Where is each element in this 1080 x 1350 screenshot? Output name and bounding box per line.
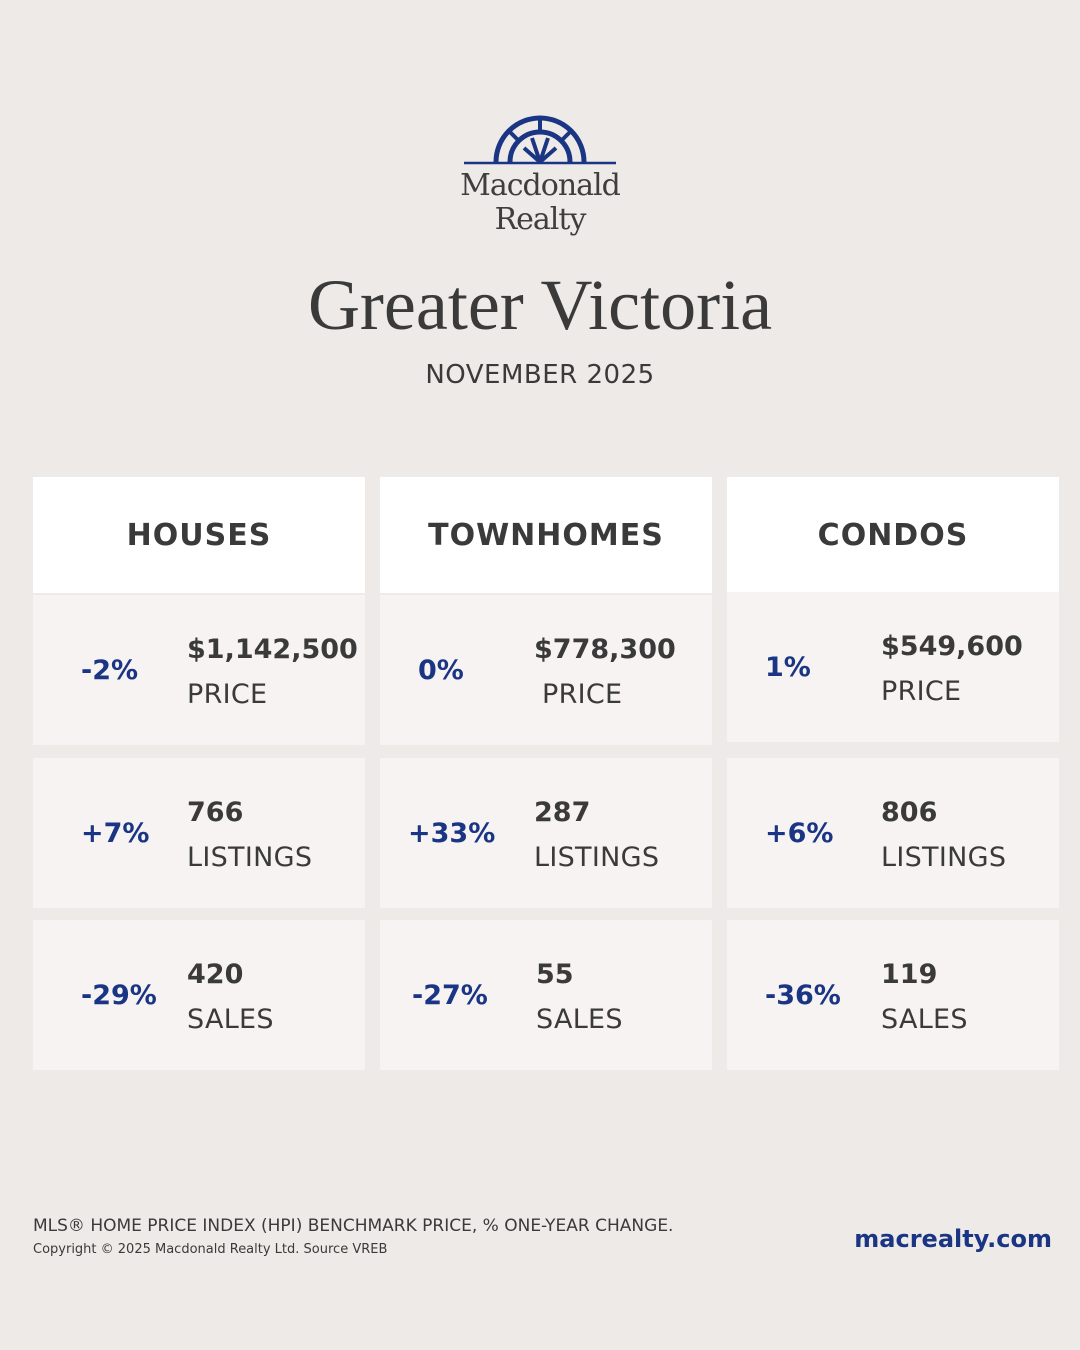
stat-card-price	[727, 592, 1059, 742]
stat-card-sales	[380, 920, 712, 1070]
percent-change: -29%	[81, 979, 157, 1011]
stat-card-listings	[33, 758, 365, 908]
stat-card-listings	[727, 758, 1059, 908]
stat-value: 287	[534, 797, 591, 828]
stat-value: 766	[187, 797, 244, 828]
stat-value: 55	[536, 959, 574, 990]
column-header: TOWNHOMES	[380, 477, 712, 593]
stat-card-listings	[380, 758, 712, 908]
copyright-text: Copyright © 2025 Macdonald Realty Ltd. Source VREB	[33, 1242, 388, 1257]
brand-logo	[440, 112, 640, 247]
sunburst-logo-icon	[440, 112, 640, 168]
stat-label: LISTINGS	[187, 842, 313, 873]
report-month: NOVEMBER 2025	[425, 360, 655, 390]
stat-label: PRICE	[881, 676, 962, 707]
stat-label: LISTINGS	[881, 842, 1007, 873]
stat-card-sales	[33, 920, 365, 1070]
stat-label: SALES	[536, 1004, 623, 1035]
stat-label: PRICE	[542, 679, 623, 710]
column-header: HOUSES	[33, 477, 365, 593]
page-title: Greater Victoria	[307, 265, 773, 345]
column-townhomes	[380, 477, 712, 1035]
percent-change: +33%	[408, 817, 496, 849]
website-link[interactable]: macrealty.com	[854, 1225, 1052, 1253]
percent-change: 0%	[418, 654, 464, 686]
column-houses	[33, 477, 365, 1035]
stat-card-price	[380, 595, 712, 745]
column-condos	[727, 477, 1059, 1035]
percent-change: +7%	[81, 817, 150, 849]
stat-label: SALES	[881, 1004, 968, 1035]
stat-card-sales	[727, 920, 1059, 1070]
percent-change: +6%	[765, 817, 834, 849]
column-header: CONDOS	[727, 477, 1059, 593]
stat-value: $778,300	[534, 634, 676, 665]
percent-change: -27%	[412, 979, 488, 1011]
stat-label: PRICE	[187, 679, 268, 710]
stat-value: 420	[187, 959, 244, 990]
logo-wordmark-line2: Realty	[494, 202, 586, 237]
percent-change: -36%	[765, 979, 841, 1011]
stat-value: $549,600	[881, 631, 1023, 662]
stat-card-price	[33, 595, 365, 745]
stat-label: SALES	[187, 1004, 274, 1035]
percent-change: 1%	[765, 651, 811, 683]
percent-change: -2%	[81, 654, 139, 686]
stat-value: 806	[881, 797, 938, 828]
logo-wordmark-line1: Macdonald	[460, 168, 620, 203]
stat-value: $1,142,500	[187, 634, 358, 665]
stat-value: 119	[881, 959, 938, 990]
methodology-note: MLS® HOME PRICE INDEX (HPI) BENCHMARK PRICE, % ONE-YEAR CHANGE.	[33, 1216, 674, 1236]
stat-label: LISTINGS	[534, 842, 660, 873]
